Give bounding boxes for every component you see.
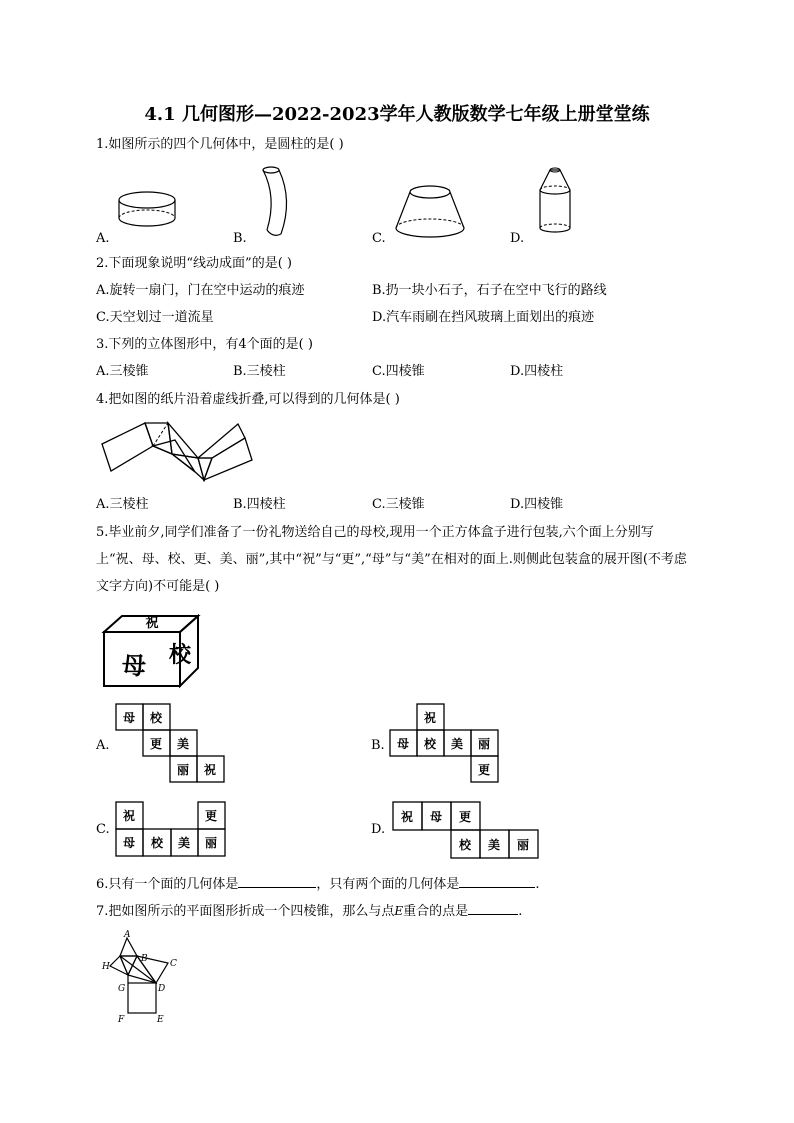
net-a-cell-2: 校 [149,711,163,725]
net-a-cell-5: 丽 [176,763,190,777]
net-c-cell-5: 美 [177,836,191,850]
q2-option-a: A.旋转一扇门，门在空中运动的痕迹 [96,283,305,298]
cone-cylinder-figure [530,162,580,242]
net-a-cell-3: 更 [149,737,163,751]
net-c-cell-3: 母 [122,836,136,850]
cylinder-figure [110,190,190,235]
q7-point-d: D [158,984,166,994]
q2-option-b: B.扔一块小石子，石子在空中飞行的路线 [372,283,607,298]
q7-stem2: 重合的点是 [403,904,469,919]
net-b-cell-3: 校 [423,737,437,751]
q7-point-h: H [102,962,110,972]
q7-end: . [518,904,523,919]
q1-stem: 1.如图所示的四个几何体中，是圆柱的是( ) [96,137,344,152]
q7-line [96,901,522,920]
net-c-cell-1: 祝 [122,809,136,823]
q4-stem: 4.把如图的纸片沿着虚线折叠,可以得到的几何体是( ) [96,392,400,407]
q2-option-c: C.天空划过一道流星 [96,310,214,325]
q1-option-c: C. [372,231,386,246]
q1-option-b: B. [233,231,247,246]
q2-stem: 2.下面现象说明“线动成面”的是( ) [96,256,292,271]
net-b-cell-1: 祝 [423,711,437,725]
net-d-cell-5: 美 [487,838,501,852]
q3-option-d: D.四棱柱 [510,364,564,379]
net-d-cell-2: 母 [429,810,443,824]
cube-front-label: 母 [122,651,146,680]
q5-option-c: C. [96,822,110,837]
q7-var: E [394,904,404,918]
q6-part1: 6.只有一个面的几何体是 [96,877,239,892]
q1-option-d: D. [510,231,525,246]
q7-point-b: B [141,954,148,964]
q6-line [96,874,540,893]
q3-stem: 3.下列的立体图形中，有4个面的是( ) [96,337,313,352]
q3-option-c: C.四棱锥 [372,364,425,379]
net-a-figure [115,703,225,785]
q3-option-a: A.三棱锥 [96,364,149,379]
q1-option-a: A. [96,231,110,246]
net-b-cell-2: 母 [396,737,410,751]
q4-option-c: C.三棱锥 [372,497,425,512]
net-d-cell-3: 更 [458,810,472,824]
fold-paper-figure [100,420,260,482]
net-d-cell-4: 校 [458,838,472,852]
q5-stem: 5.毕业前夕,同学们准备了一份礼物送给自己的母校,现用一个正方体盒子进行包装,六个面上分别写上“祝、母、校、更、美、丽”,其中“祝”与“更”,“母”与“美”在相对的面上.则侧此包装盒的展开图(不考虑文字方向)不可能是( ) [96,525,687,594]
curved-tube-figure [255,162,305,242]
net-c-figure [115,801,227,857]
net-d-cell-1: 祝 [400,810,414,824]
net-b-cell-5: 丽 [477,737,491,751]
cube-side-label: 校 [168,642,192,668]
net-d-cell-6: 丽 [516,838,530,852]
cube-figure [100,612,202,690]
q7-point-e: E [157,1015,164,1025]
q7-stem: 7.把如图所示的平面图形折成一个四棱锥，那么与点 [96,904,395,919]
q3-option-b: B.三棱柱 [233,364,286,379]
q2-option-d: D.汽车雨刷在挡风玻璃上面划出的痕迹 [372,310,595,325]
q5-option-a: A. [96,738,110,753]
q4-option-a: A.三棱柱 [96,497,149,512]
net-d-figure [392,801,542,859]
q7-net-figure [100,928,190,1026]
net-b-figure [389,703,499,785]
net-c-cell-6: 丽 [204,836,218,850]
q7-blank[interactable] [468,901,518,915]
page-title: 4.1 几何图形—2022-2023学年人教版数学七年级上册堂堂练 [144,104,650,125]
q7-point-g: G [118,984,126,994]
q6-blank-1[interactable] [238,874,316,888]
net-b-cell-4: 美 [450,737,464,751]
net-a-cell-6: 祝 [203,763,217,777]
q7-point-c: C [170,959,177,969]
q6-blank-2[interactable] [459,874,535,888]
q5-option-b: B. [371,738,385,753]
q7-point-a: A [124,930,131,940]
cube-top-label: 祝 [145,616,159,631]
q6-part2: ，只有两个面的几何体是 [316,877,460,892]
q5-option-d: D. [371,822,386,837]
q6-end: . [535,877,540,892]
net-b-cell-6: 更 [477,763,491,777]
q4-option-d: D.四棱锥 [510,497,564,512]
frustum-figure [390,182,470,242]
net-a-cell-4: 美 [176,737,190,751]
net-c-cell-2: 更 [204,809,218,823]
net-c-cell-4: 校 [150,836,164,850]
q4-option-b: B.四棱柱 [233,497,286,512]
q7-point-f: F [118,1015,125,1025]
net-a-cell-1: 母 [122,711,136,725]
